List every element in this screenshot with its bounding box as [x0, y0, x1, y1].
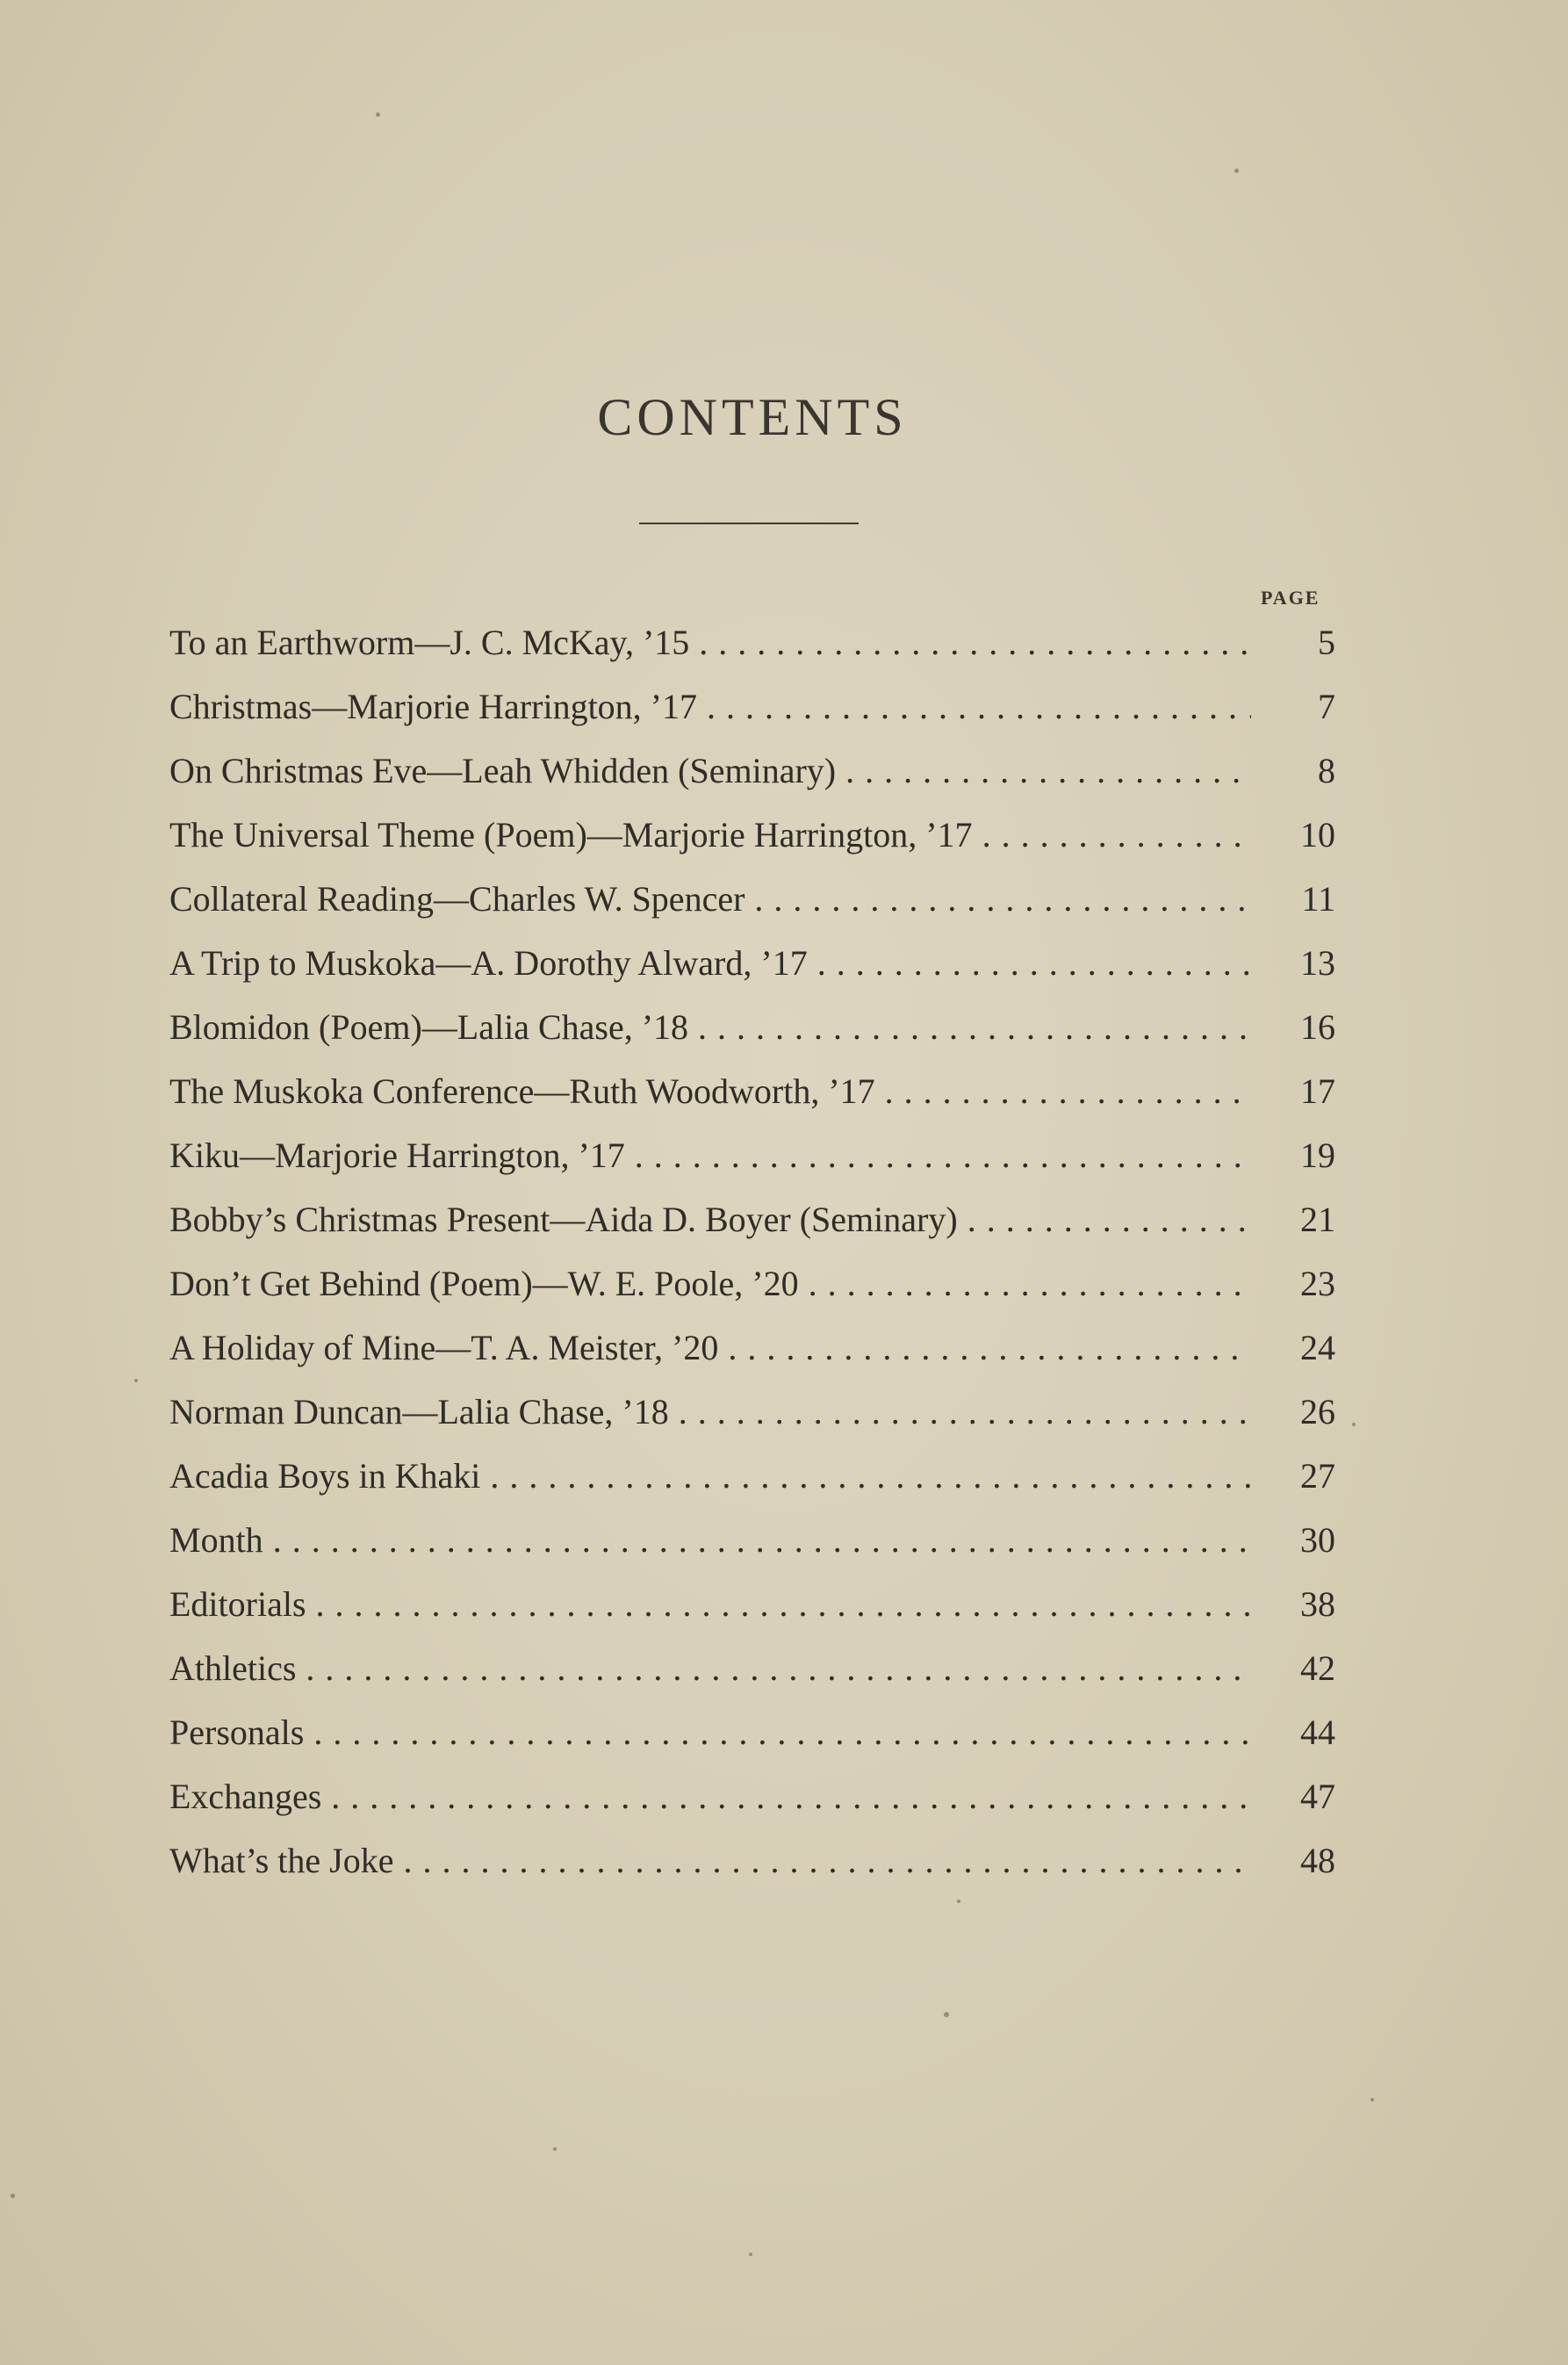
- contents-entry: [169, 1643, 1335, 1694]
- contents-entry: [169, 1002, 1335, 1053]
- paper-speck: [11, 2194, 15, 2198]
- entry-title: Christmas—Marjorie Harrington, ’17 . . .: [169, 681, 1251, 732]
- entry-page-number: 19: [1300, 1136, 1335, 1175]
- contents-entry: [169, 1258, 1335, 1309]
- entry-title: Month . . .: [169, 1515, 1251, 1566]
- page-column-label: PAGE: [1261, 587, 1320, 609]
- contents-entry: [169, 1515, 1335, 1566]
- entry-title: What’s the Joke . . .: [169, 1835, 1251, 1886]
- paper-speck: [1352, 1423, 1356, 1426]
- entry-title: A Trip to Muskoka—A. Dorothy Alward, ’17 . . .: [169, 938, 1251, 989]
- paper-speck: [1234, 169, 1239, 173]
- entry-title: Acadia Boys in Khaki . . .: [169, 1451, 1251, 1502]
- entry-title: Collateral Reading—Charles W. Spencer . . .: [169, 874, 1251, 925]
- contents-entry: [169, 681, 1335, 732]
- entry-page-number: 27: [1300, 1456, 1335, 1496]
- contents-entry: [169, 746, 1335, 797]
- contents-entry: [169, 1451, 1335, 1502]
- paper-speck: [1370, 2098, 1374, 2102]
- entry-page-number: 16: [1300, 1007, 1335, 1047]
- entry-title: Bobby’s Christmas Present—Aida D. Boyer (Seminary) . . .: [169, 1194, 1251, 1245]
- paper-speck: [944, 2012, 949, 2017]
- contents-entry: [169, 1387, 1335, 1438]
- entry-page-number: 24: [1300, 1328, 1335, 1367]
- contents-entry: [169, 617, 1335, 668]
- entry-page-number: 7: [1318, 687, 1335, 726]
- entry-page-number: 47: [1300, 1777, 1335, 1816]
- contents-entry: [169, 1579, 1335, 1630]
- entry-title: Don’t Get Behind (Poem)—W. E. Poole, ’20 . . .: [169, 1258, 1251, 1309]
- paper-speck: [749, 2253, 752, 2256]
- paper-speck: [957, 1900, 960, 1903]
- entry-page-number: 38: [1300, 1584, 1335, 1624]
- entry-page-number: 17: [1300, 1071, 1335, 1111]
- contents-entry: [169, 874, 1335, 925]
- entry-title: Blomidon (Poem)—Lalia Chase, ’18 . . .: [169, 1002, 1251, 1053]
- entry-page-number: 13: [1300, 943, 1335, 983]
- paper-speck: [553, 2147, 557, 2151]
- entry-page-number: 42: [1300, 1648, 1335, 1688]
- contents-entry: [169, 1130, 1335, 1181]
- entry-page-number: 11: [1301, 879, 1335, 919]
- contents-entry: [169, 1835, 1335, 1886]
- entry-title: Norman Duncan—Lalia Chase, ’18 . . .: [169, 1387, 1251, 1438]
- contents-entry: [169, 1771, 1335, 1822]
- entry-page-number: 23: [1300, 1264, 1335, 1303]
- contents-entry: [169, 810, 1335, 861]
- paper-speck: [376, 112, 380, 117]
- entry-title: Kiku—Marjorie Harrington, ’17 . . .: [169, 1130, 1251, 1181]
- entry-title: Athletics . . .: [169, 1643, 1251, 1694]
- entry-title: A Holiday of Mine—T. A. Meister, ’20 . . .: [169, 1323, 1251, 1374]
- entry-page-number: 21: [1300, 1200, 1335, 1239]
- entry-title: On Christmas Eve—Leah Whidden (Seminary) . . .: [169, 746, 1251, 797]
- entry-title: The Universal Theme (Poem)—Marjorie Harrington, ’17 . . .: [169, 810, 1251, 861]
- entry-page-number: 8: [1318, 751, 1335, 790]
- contents-entry: [169, 1323, 1335, 1374]
- entry-title: Exchanges . . .: [169, 1771, 1251, 1822]
- paper-speck: [134, 1379, 138, 1382]
- entry-title: Personals . . .: [169, 1707, 1251, 1758]
- entry-page-number: 10: [1300, 815, 1335, 854]
- entry-page-number: 30: [1300, 1520, 1335, 1560]
- entry-title: The Muskoka Conference—Ruth Woodworth, ’17 . . .: [169, 1066, 1251, 1117]
- page-title: CONTENTS: [597, 388, 908, 446]
- entry-title: To an Earthworm—J. C. McKay, ’15 . . .: [169, 617, 1251, 668]
- contents-entry: [169, 1066, 1335, 1117]
- entry-page-number: 5: [1318, 623, 1335, 662]
- contents-entry: [169, 1194, 1335, 1245]
- entry-page-number: 48: [1300, 1841, 1335, 1880]
- contents-entry: [169, 938, 1335, 989]
- entry-title: Editorials . . .: [169, 1579, 1251, 1630]
- entry-page-number: 26: [1300, 1392, 1335, 1431]
- contents-entry: [169, 1707, 1335, 1758]
- entry-page-number: 44: [1300, 1712, 1335, 1752]
